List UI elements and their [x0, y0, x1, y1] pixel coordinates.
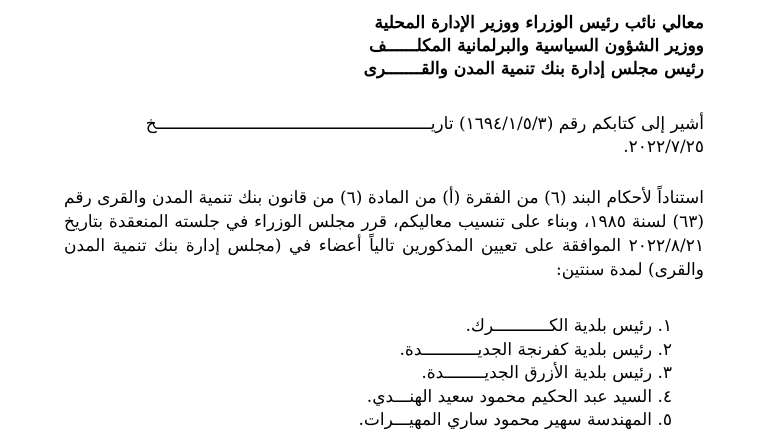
addressee-block	[104, 12, 704, 81]
member-text: السيد عبد الحكيم محمود سعيد الهنـــدي.	[366, 386, 653, 407]
addressee-line-1: معالي نائب رئيس الوزراء ووزير الإدارة المحلية	[374, 13, 704, 33]
members-list	[252, 315, 672, 433]
reference-paragraph	[64, 113, 704, 159]
member-text: رئيس بلدية الكـــــــــــرك.	[465, 316, 653, 336]
member-number: ١.	[657, 316, 672, 336]
member-text: رئيس بلدية كفرنجة الجديـــــــــــدة.	[399, 339, 653, 360]
member-item	[252, 315, 672, 339]
member-number: ٥.	[657, 410, 672, 430]
member-number: ٤.	[657, 386, 672, 407]
reference-line-2: ٢٠٢٢/٧/٢٥.	[623, 137, 704, 157]
decision-paragraph: استناداً لأحكام البند (٦) من الفقرة (أ) من المادة (٦) من قانون بنك تنمية المدن والقرى رقم (٦٣) لسنة ١٩٨٥، وبناء على تنسيب معاليكم، قرر مجلس الوزراء في جلسته المنعقدة بتاريخ ٢٠٢٢/٨/٢١ الموافقة على تعيين المذكورين تالياً أعضاء في (مجلس إدارة بنك تنمية المدن والقرى) لمدة سنتين:	[64, 188, 705, 280]
member-item	[252, 339, 672, 363]
member-item	[252, 386, 672, 410]
member-item	[252, 409, 672, 433]
addressee-line-2: ووزير الشؤون السياسية والبرلمانية المكلــــــف	[369, 36, 704, 56]
member-item	[252, 362, 672, 386]
reference-line-1: أشير إلى كتابكم رقم (١٦٩٤/١/٥/٣) تاريـــــــــــــــــــــــــــــــــــــــــــــــــــــــخ	[145, 114, 704, 134]
member-text: رئيس بلدية الأزرق الجديــــــــدة.	[421, 363, 653, 383]
member-number: ٢.	[657, 339, 672, 360]
addressee-line-3: رئيس مجلس إدارة بنك تنمية المدن والقـــــــرى	[363, 59, 704, 79]
member-text: المهندسة سهير محمود ساري المهيـــرات.	[358, 410, 653, 430]
member-number: ٣.	[657, 363, 672, 383]
